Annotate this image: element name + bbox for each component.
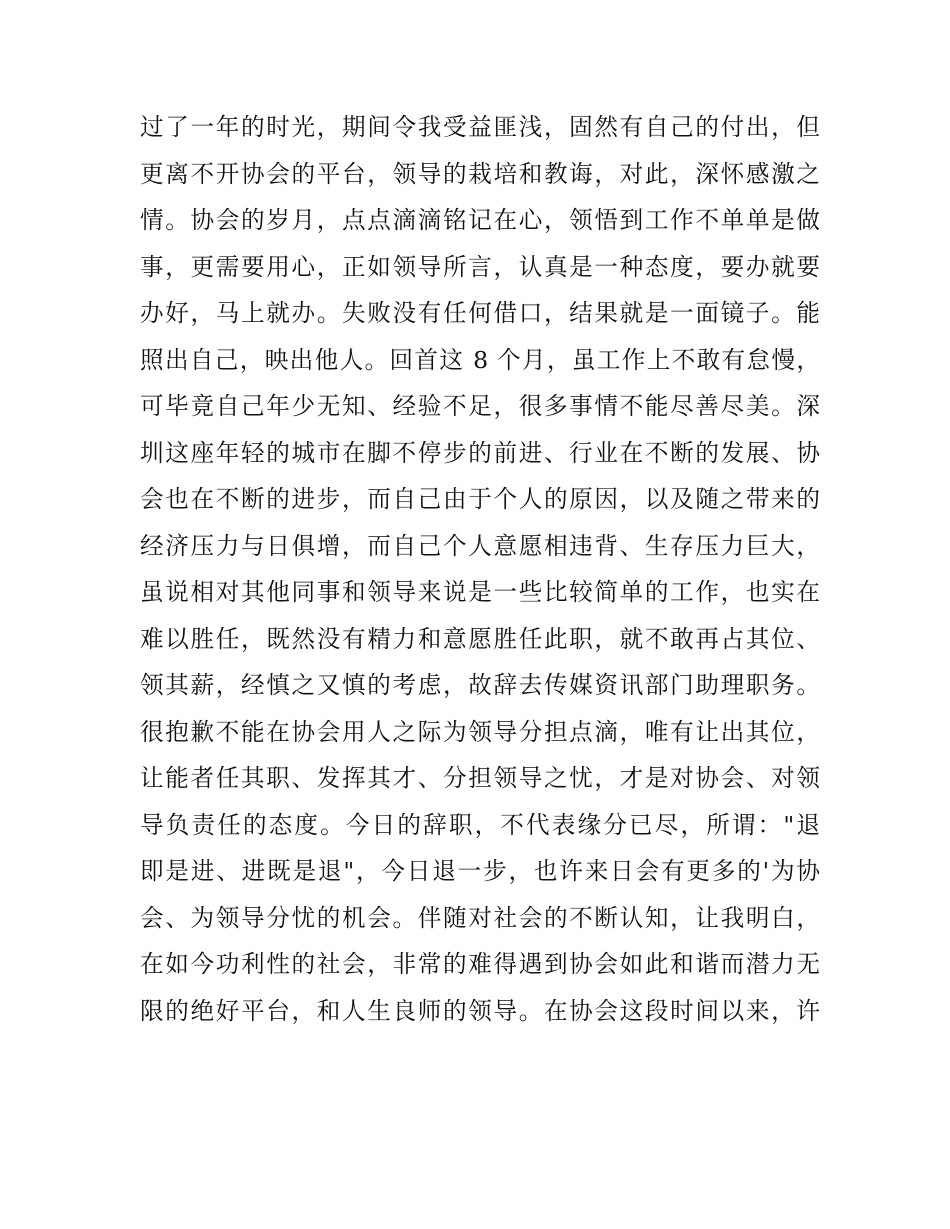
text-line-20: 限的绝好平台，和人生良师的领导。在协会这段时间以来，许 [140,996,820,1025]
text-line-17: 即是进、进既是退"，今日退一步，也许来日会有更多的'为协 [140,857,820,885]
text-line-11: 虽说相对其他同事和领导来说是一些比较简单的工作，也实在 [140,578,820,606]
text-line-9: 会也在不断的进步，而自己由于个人的原因，以及随之带来的 [140,485,820,513]
text-line-12: 难以胜任，既然没有精力和意愿胜任此职，就不敢再占其位、 [140,624,820,653]
text-line-2: 更离不开协会的平台，领导的栽培和教诲，对此，深怀感激之 [140,159,820,188]
text-line-1: 过了一年的时光，期间令我受益匪浅，固然有自己的付出，但 [140,113,820,141]
text-line-13: 领其薪，经慎之又慎的考虑，故辞去传媒资讯部门助理职务。 [140,671,820,699]
text-line-8: 圳这座年轻的城市在脚不停步的前进、行业在不断的发展、协 [140,438,820,467]
text-line-18: 会、为领导分忧的机会。伴随对社会的不断认知，让我明白， [140,903,820,932]
body-text [140,104,820,1034]
text-line-5: 办好，马上就办。失败没有任何借口，结果就是一面镜子。能 [140,299,820,327]
text-line-7: 可毕竟自己年少无知、经验不足，很多事情不能尽善尽美。深 [140,392,820,420]
text-line-15: 让能者任其职、发挥其才、分担领导之忧，才是对协会、对领 [140,764,820,792]
text-line-10: 经济压力与日俱增，而自己个人意愿相违背、生存压力巨大， [140,531,820,560]
text-line-3: 情。协会的岁月，点点滴滴铭记在心，领悟到工作不单单是做 [140,206,820,234]
text-line-16: 导负责任的态度。今日的辞职，不代表缘分已尽，所谓："退 [140,810,820,839]
text-line-14: 很抱歉不能在协会用人之际为领导分担点滴，唯有让出其位， [140,717,820,746]
text-line-4: 事，更需要用心，正如领导所言，认真是一种态度，要办就要 [140,252,820,281]
text-line-19: 在如今功利性的社会，非常的难得遇到协会如此和谐而潜力无 [140,950,820,978]
text-line-6: 照出自己，映出他人。回首这 8 个月，虽工作上不敢有怠慢， [140,345,820,374]
